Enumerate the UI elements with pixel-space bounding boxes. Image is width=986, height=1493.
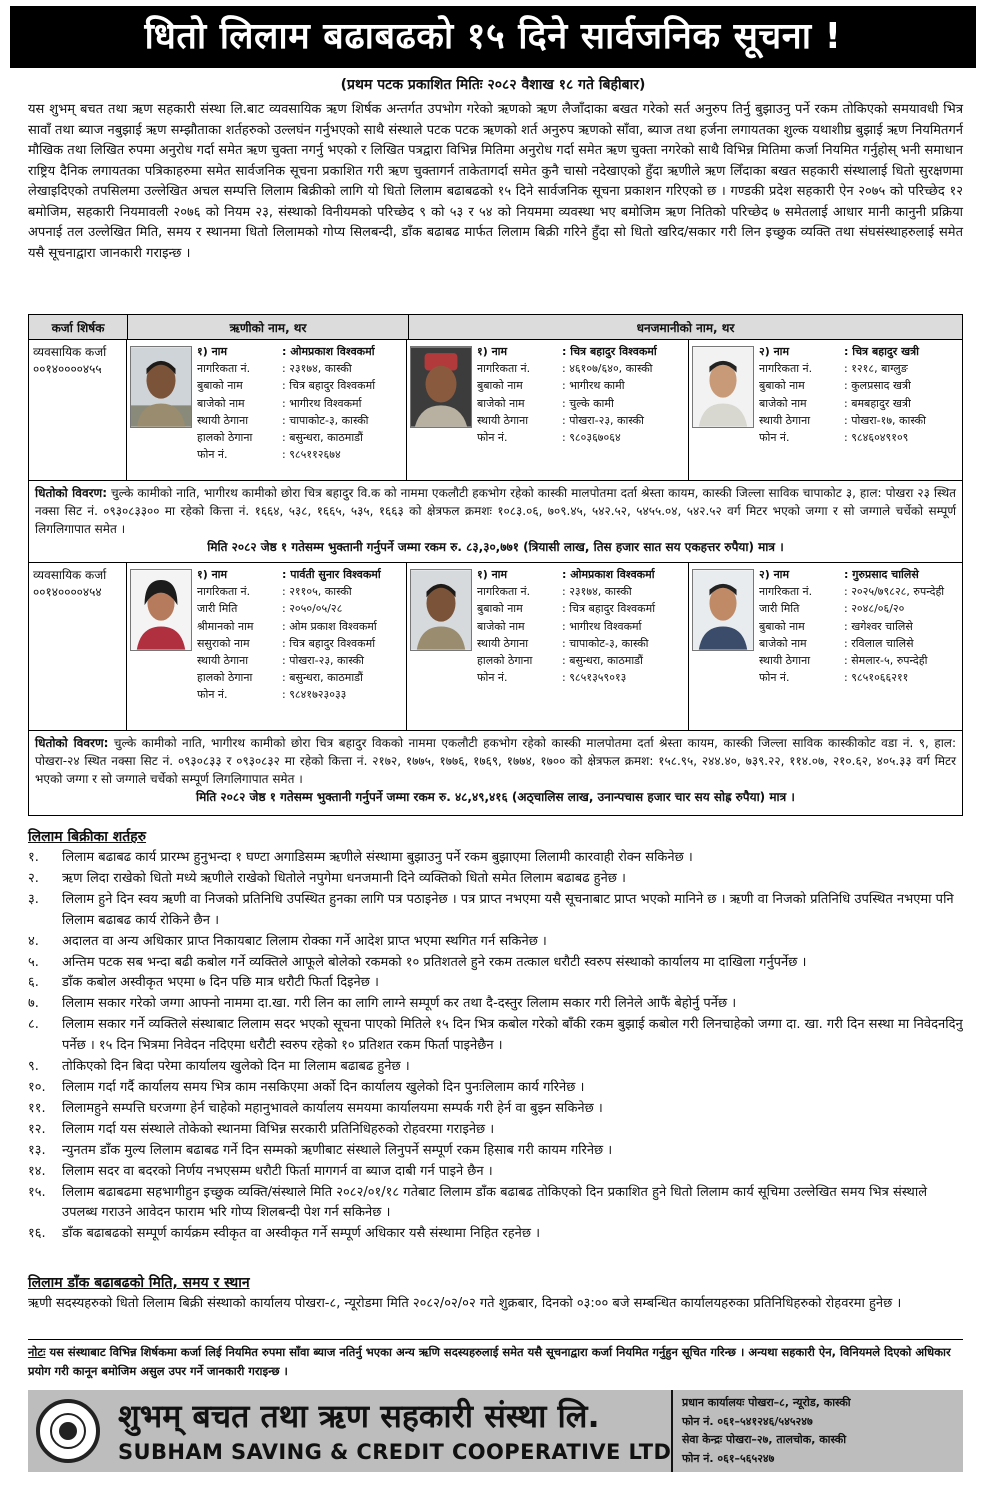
field-label: बुबाको नाम (477, 379, 523, 393)
field-label: फोन नं. (477, 671, 508, 685)
table-row (29, 340, 962, 481)
field-label: १) नाम (477, 568, 508, 581)
person-field-row (477, 583, 685, 600)
org-name-nepali: शुभम् बचत तथा ऋण सहकारी संस्था लि. (118, 1397, 600, 1435)
list-item (28, 1057, 963, 1078)
field-label: स्थायी ठेगाना (197, 413, 249, 427)
service-center-phone: फोन नं. ०६१–५६५२४७ (682, 1451, 775, 1465)
field-label: फोन नं. (759, 431, 790, 445)
field-value: : ओमप्रकाश विश्वकर्मा (562, 568, 655, 581)
list-item (28, 848, 963, 869)
item-number: १६. (28, 1226, 46, 1242)
person-name-row (477, 566, 685, 583)
field-value: : ९८४१७२३०३३ (282, 688, 347, 702)
field-label: बुबाको नाम (759, 619, 805, 633)
field-value: : ओम प्रकाश विश्वकर्मा (282, 619, 377, 633)
collateral-label: धितोको विवरण: (35, 486, 107, 500)
field-value: : खगेश्वर चालिसे (844, 619, 913, 633)
item-text: लिलाम हुने दिन स्वय ऋणी वा निजको प्रतिनिधि उपस्थित हुनका लागि पत्र पठाइनेछ । पत्र प्राप्त नभएमा यसै सूचनाबाट प्राप्त भएको मानिने छ । ऋणी वा निजको प्रतिनिधि उपस्थित नभएमा पनि लिलाम बढाबढ कार्य रोकिने छैन । (62, 891, 954, 928)
field-value: : चापाकोट-३, कास्की (562, 636, 649, 650)
person-field-row (197, 686, 403, 703)
field-label: स्थायी ठेगाना (759, 654, 811, 668)
person-info (197, 343, 403, 477)
person-field-row (759, 583, 959, 600)
field-label: फोन नं. (197, 688, 228, 702)
field-label: स्थायी ठेगाना (759, 413, 811, 427)
field-label: १) नाम (197, 345, 228, 358)
collateral-text: चुल्के कामीको नाति, भागीरथ कामीको छोरा चित्र बहादुर विकको नाममा एकलौटी हकभोग रहेको कास्की मालपोतमा दर्ता श्रेस्ता कायम, कास्की जिल्ला साविक कास्कीकोट वडा नं. ९, हाल: पोखरा-२४ स्थित नक्सा सिट नं. ०९३०८३३ र ०९३०८३२ मा रहेको कित्ता नं. २१७२, १७७५, १७७६, १७६९, १७७४, १७०० को क्षेत्रफल क्रमश: १५८.९५, २४४.४०, ७३९.२२, ११४.०७, २१०.६२, ४०५.३३ वर्ग मिटर भएको जग्गा र सो जग्गाले चर्चेको सम्पूर्ण लिगलिगापात समेत । (35, 736, 956, 786)
item-text: लिलाम बढाबढमा सहभागीहुन इच्छुक व्यक्ति/संस्थाले मिति २०८२/०१/१८ गतेबाट लिलाम डाँक बढाबढ तोकिएको दिन प्रकाशित हुने धितो लिलाम कार्य सूचिमा उल्लेखित समय भित्र संस्थाले उपलब्ध गराउने आवेदन फाराम भरि गोप्य शिलबन्दी पेश गर्न सकिनेछ । (62, 1184, 928, 1221)
borrower-cell (127, 340, 407, 480)
field-label: स्थायी ठेगाना (477, 636, 529, 650)
person-info (197, 566, 403, 727)
loan-type: व्यवसायिक कर्जा (33, 345, 107, 359)
item-text: तोकिएको दिन बिदा परेमा कार्यालय खुलेको दिन मा लिलाम बढाबढ हुनेछ । (62, 1059, 410, 1075)
field-value: : गुरुप्रसाद चालिसे (844, 568, 919, 581)
list-item (28, 1224, 963, 1245)
item-number: २. (28, 870, 39, 886)
person-info (759, 566, 959, 727)
header-borrower: ऋणीको नाम, थर (128, 315, 409, 339)
field-value: : भागीरथ विश्वकर्मा (282, 396, 362, 410)
person-field-row (197, 635, 403, 652)
person-field-row (477, 652, 685, 669)
person-field-row (759, 377, 959, 394)
guarantor-photo (410, 346, 472, 428)
person-field-row (759, 635, 959, 652)
field-value: : ९८५१३५९०१३ (562, 671, 627, 685)
person-field-row (197, 600, 403, 617)
field-label: हालको ठेगाना (477, 654, 533, 668)
person-field-row (197, 395, 403, 412)
person-field-row (477, 429, 685, 446)
guarantor-cell (407, 340, 689, 480)
note-text: यस संस्थाबाट विभिन्न शिर्षकमा कर्जा लिई नियमित रुपमा साँवा ब्याज नतिर्नु भएका अन्य ऋणि सदस्यहरुलाई समेत यसै सूचनाद्वारा कर्जा नियमित गर्नुहुन सूचित गरिन्छ । अन्यथा सहकारी ऐन, विनियमले दिएको अधिकार प्रयोग गरी कानून बमोजिम असुल उपर गर्ने जानकारी गराइन्छ । (28, 1345, 951, 1378)
field-value: : कुलप्रसाद खत्री (844, 379, 911, 393)
list-item (28, 1141, 963, 1162)
field-value: : पार्वती सुनार विश्वकर्मा (282, 568, 381, 581)
person-name-row (477, 343, 685, 360)
field-label: फोन नं. (477, 431, 508, 445)
guarantor-cell (407, 563, 689, 730)
field-value: : २०५०/०५/२८ (282, 602, 343, 616)
guarantor-cell (689, 563, 962, 730)
field-value: : सेमलार-५, रुपन्देही (844, 654, 928, 668)
loan-cell (29, 563, 127, 730)
guarantor-cell (689, 340, 962, 480)
item-number: ५. (28, 954, 39, 970)
list-item (28, 1120, 963, 1141)
publication-date: (प्रथम पटक प्रकाशित मितिः २०८२ वैशाख १८ गते बिहीबार) (340, 77, 646, 93)
field-value: : २०२५/७९८२८, रुपन्देही (844, 585, 945, 599)
person-field-row (759, 395, 959, 412)
person-field-row (477, 618, 685, 635)
field-label: बाजेको नाम (477, 619, 525, 633)
list-item (28, 932, 963, 953)
list-item (28, 869, 963, 890)
field-label: नागरिकता नं. (197, 362, 251, 376)
total-amount: मिति २०८२ जेष्ठ १ गतेसम्म भुक्तानी गर्नुपर्ने जम्मा रकम रु. ८३,३०,७७१ (त्रियासी लाख, तिस हजार सात सय एकहत्तर रुपैया) मात्र । (207, 540, 784, 554)
collateral-label: धितोको विवरण: (35, 736, 109, 750)
field-label: फोन नं. (197, 448, 228, 462)
item-number: १५. (28, 1184, 46, 1200)
person-field-row (759, 669, 959, 686)
field-value: : चित्र बहादुर विश्वकर्मा (562, 602, 656, 616)
head-office-phone: फोन नं. ०६१–५४१२४६/५४५२४७ (682, 1414, 813, 1428)
field-value: : पोखरा-१७, कास्की (844, 413, 926, 427)
field-value: : चित्र बहादुर खत्री (844, 345, 920, 358)
loan-number: ००१४००००४५४ (33, 585, 102, 599)
field-value: : बमबहादुर खत्री (844, 396, 911, 410)
notice-title: धितो लिलाम बढाबढको १५ दिने सार्वजनिक सूचना ! (10, 6, 976, 68)
item-number: ९. (28, 1059, 39, 1075)
field-label: बुबाको नाम (759, 379, 805, 393)
person-field-row (477, 395, 685, 412)
collateral-text: चुल्के कामीको नाति, भागीरथ कामीको छोरा चित्र बहादुर वि.क को नाममा एकलौटी हकभोग रहेको कास्की मालपोतमा दर्ता श्रेस्ता कायम, कास्की जिल्ला साविक चापाकोट ३, हाल: पोखरा २३ स्थित नक्सा सिट नं. ०९३०८३३०० मा रहेको कित्ता नं. १६६४, ५३८, १६६५, ५३५, १६६३ को क्षेत्रफल क्रमशः १०८३.०६, ७०९.४५, ५४२.५२, ५४५५.०४, ५४२.५२ वर्ग मिटर भएको जग्गा र सो जग्गाले चर्चेको सम्पूर्ण लिगलिगापात समेत । (35, 486, 956, 536)
collateral-detail (29, 731, 962, 815)
person-field-row (197, 669, 403, 686)
person-field-row (759, 652, 959, 669)
field-label: बुबाको नाम (197, 379, 243, 393)
auction-table (28, 314, 963, 816)
person-field-row (477, 377, 685, 394)
person-info (477, 566, 685, 727)
borrower-photo (130, 569, 192, 651)
person-field-row (477, 635, 685, 652)
item-text: लिलाम सदर वा बदरको निर्णय नभएसम्म धरौटी फिर्ता मागगर्न वा ब्याज दाबी गर्न पाइने छैन । (62, 1163, 493, 1179)
schedule-text: ऋणी सदस्यहरुको धितो लिलाम बिक्री संस्थाको कार्यालय पोखरा-८, न्यूरोडमा मिति २०८२/०२/०२ गते शुक्रबार, दिनको ०३:०० बजे सम्बन्धित कार्यालयहरुका प्रतिनिधिहरुको रोहवरमा हुनेछ । (28, 1296, 902, 1311)
person-field-row (197, 429, 403, 446)
item-number: १२. (28, 1121, 46, 1137)
item-text: लिलाम सकार गर्ने व्यक्तिले संस्थाबाट लिलाम सदर भएको सूचना पाएको मितिले १५ दिन भित्र कबोल गरेको बाँकी रकम बुझाई कबोल गरी लिनचाहेको जग्गा दा. खा. गरी दिन सस्था मा निवेदनदिनु पर्नेछ । १५ दिन भित्रमा निवेदन नदिएमा धरौटी स्वरुप रहेको १० प्रतिशत रकम फिर्ता पाइनेछैन । (62, 1017, 963, 1054)
field-value: : ९८५११२६७४ (282, 448, 341, 462)
field-label: २) नाम (759, 568, 790, 581)
field-label: नागरिकता नं. (197, 585, 251, 599)
field-label: श्रीमानको नाम (197, 619, 254, 633)
list-item (28, 1078, 963, 1099)
guarantor-photo (692, 569, 754, 651)
field-value: : ४६१०७/६४०, कास्की (562, 362, 653, 376)
field-label: नागरिकता नं. (759, 585, 813, 599)
cooperative-seal-logo (36, 1399, 100, 1463)
field-value: : ९८४६०४९१०९ (844, 431, 909, 445)
field-value: : ९८५१०६६२११ (844, 671, 909, 685)
total-amount: मिति २०८२ जेष्ठ १ गतेसम्म भुक्तानी गर्नुपर्ने जम्मा रकम रु. ४८,४९,४१६ (अठ्चालिस लाख, उनान्पचास हजार चार सय सोह्र रुपैया) मात्र । (196, 790, 795, 804)
field-value: : चित्र बहादुर विश्वकर्मा (282, 379, 376, 393)
footer-banner (28, 1390, 963, 1472)
field-label: बुबाको नाम (477, 602, 523, 616)
divider (28, 1339, 963, 1340)
field-label: बाजेको नाम (759, 636, 807, 650)
field-label: हालको ठेगाना (197, 671, 253, 685)
person-field-row (759, 360, 959, 377)
field-value: : बसुन्धरा, काठमाडौं (282, 431, 363, 445)
intro-paragraph: यस शुभम् बचत तथा ऋण सहकारी संस्था लि.बाट व्यवसायिक ऋण शिर्षक अन्तर्गत उपभोग गरेको ऋणको ऋण लैजाँदाका बखत गरेको सर्त अनुरुप तिर्नु बुझाउनु पर्ने रकम तोकिएको समयावधी भित्र सावाँ तथा ब्याज नबुझाई ऋण सम्झौताका शर्तहरुको उल्लघंन गर्नुभएको साथै संस्थाले पटक पटक ऋणको शर्त अनुरुप ऋणको साँवा, ब्याज तथा हर्जना लगायतका शुल्क यथाशीघ्र बुझाई ऋण नियमितगर्न मौखिक तथा लिखित रुपमा अनुरोध गर्दा समेत ऋण चुक्ता नगर्नु भएको र लिखित पत्रद्वारा विभिन्न मितिमा अनुरोध गर्दा समेत ऋण चुक्ता नगरेको साथै विभिन्न मितिमा कर्जा नियमित गर्नुहोस् भनी समाधान राष्ट्रिय दैनिक लगायतका पत्रिकाहरुमा समेत सार्वजनिक सूचना प्रकाशित गरी ऋण चुक्तागर्न ताकेतागर्दा समेत कुनै चासो नदेखाएको हुँदा ऋणीले ऋण लिँदाका बखत सहकारी संस्थालाई धितो सुरक्षणमा लेखाइदिएको तपसिलमा उल्लेखित अचल सम्पत्ति लिलाम बिक्रीको लागि यो धितो लिलाम बढाबढको १५ दिने सार्वजनिक सूचना प्रकाशन गरिएको छ । गण्डकी प्रदेश सहकारी ऐन २०७५ को परिच्छेद १२ बमोजिम, सहकारी नियमावली २०७६ को नियम २३, संस्थाको विनीयमको परिच्छेद ९ को ५३ र ५४ को नियममा व्यवस्था भए बमोजिम ऋण नितिको परिच्छेद ७ समेतलाई आधार मानी कानुनी प्रक्रिया अपनाई तल उल्लेखित मिति, समय र स्थानमा धितो लिलामको गोप्य सिलबन्दी, डाँक बढाबढ मार्फत लिलाम बिक्री गरिने हुँदा सो धितो खरिद/सकार गरी लिन इच्छुक व्यक्ति तथा संघसंस्थाहरुलाई समेत यसै सूचनाद्वारा जानकारी गराइन्छ । (28, 102, 963, 261)
field-value: : चुल्के कामी (562, 396, 614, 410)
service-center: सेवा केन्द्रः पोखरा–२७, तालचोक, कास्की (682, 1433, 847, 1446)
field-value: : चापाकोट-३, कास्की (282, 413, 369, 427)
field-value: : १२१८, बाग्लुङ (844, 362, 908, 376)
field-label: स्थायी ठेगाना (197, 654, 249, 668)
item-text: डाँक बढाबढको सम्पूर्ण कार्यक्रम स्वीकृत वा अस्वीकृत गर्ने सम्पूर्ण अधिकार यसै संस्थामा निहित रहनेछ । (62, 1226, 541, 1242)
person-name-row (759, 343, 959, 360)
list-item (28, 994, 963, 1015)
item-number: ११. (28, 1100, 46, 1116)
conditions-list (28, 848, 963, 1245)
list-item (28, 973, 963, 994)
person-field-row (759, 429, 959, 446)
note-label: नोटः (28, 1345, 46, 1359)
item-text: डाँक कबोल अस्वीकृत भएमा ७ दिन पछि मात्र धरौटी फिर्ता दिइनेछ । (62, 975, 379, 991)
head-office: प्रधान कार्यालयः पोखरा–८, न्यूरोड, कास्की (682, 1396, 851, 1409)
field-label: नागरिकता नं. (477, 585, 531, 599)
field-label: १) नाम (197, 568, 228, 581)
item-number: ७. (28, 996, 39, 1012)
list-item (28, 890, 963, 932)
person-name-row (759, 566, 959, 583)
field-label: स्थायी ठेगाना (477, 413, 529, 427)
field-label: नागरिकता नं. (477, 362, 531, 376)
header-loan-type: कर्जा शिर्षक (29, 315, 128, 339)
person-info (477, 343, 685, 477)
field-label: जारी मिति (197, 602, 238, 616)
field-value: : चित्र बहादुर विश्वकर्मा (562, 345, 657, 358)
field-label: बाजेको नाम (197, 396, 245, 410)
item-text: लिलाम बढाबढ कार्य प्रारम्भ हुनुभन्दा १ घण्टा अगाडिसम्म ऋणीले संस्थामा बुझाउनु पर्ने रकम बुझाएमा लिलामी कारवाही रोक्न सकिनेछ । (62, 850, 693, 865)
person-field-row (759, 600, 959, 617)
item-text: ऋण लिदा राखेको धितो मध्ये ऋणीले राखेको धितोले नपुगेमा धनजमानी दिने व्यक्तिको धितो समेत लिलाम बढाबढ हुनेछ । (62, 870, 626, 886)
field-label: बाजेको नाम (759, 396, 807, 410)
person-field-row (197, 652, 403, 669)
item-text: लिलामहुने सम्पत्ति घरजग्गा हेर्न चाहेको महानुभावले कार्यालय समयमा कार्यालयमा सम्पर्क गरी हेर्न वा बुझ्न सकिनेछ । (62, 1100, 603, 1116)
field-label: ससुराको नाम (197, 636, 250, 650)
list-item (28, 1162, 963, 1183)
person-field-row (197, 377, 403, 394)
field-value: : बसुन्धरा, काठमाडौं (562, 654, 643, 668)
borrower-cell (127, 563, 407, 730)
collateral-detail (29, 481, 962, 563)
person-field-row (477, 412, 685, 429)
person-field-row (759, 412, 959, 429)
item-number: ८. (28, 1017, 39, 1033)
item-text: लिलाम गर्दा यस संस्थाले तोकेको स्थानमा विभिन्न सरकारी प्रतिनिधिहरुको रोहवरमा गराइनेछ । (62, 1121, 495, 1137)
field-value: : २११०५, कास्की (282, 585, 352, 599)
item-text: अन्तिम पटक सब भन्दा बढी कबोल गर्ने व्यक्तिले आफूले बोलेको रकमको १० प्रतिशतले हुने रकम तत्काल धरौटी स्वरुप संस्थाको कार्यालय मा दाखिला गर्नुपर्नेछ । (62, 954, 807, 970)
person-field-row (197, 583, 403, 600)
person-name-row (197, 566, 403, 583)
field-label: १) नाम (477, 345, 508, 358)
field-value: : ओमप्रकाश विश्वकर्मा (282, 345, 375, 358)
item-number: १. (28, 850, 39, 865)
person-field-row (197, 412, 403, 429)
table-row (29, 563, 962, 731)
person-name-row (197, 343, 403, 360)
contact-info (671, 1390, 963, 1472)
person-field-row (477, 600, 685, 617)
person-field-row (197, 360, 403, 377)
list-item (28, 1015, 963, 1057)
field-value: : २०४८/०६/२० (844, 602, 905, 616)
field-value: : बसुन्धरा, काठमाडौं (282, 671, 363, 685)
person-field-row (759, 618, 959, 635)
item-text: न्युनतम डाँक मुल्य लिलाम बढाबढ गर्ने दिन सम्मको ऋणीबाट संस्थाले लिनुपर्ने सम्पूर्ण रकम हिसाब गरी कायम गरिनेछ । (62, 1142, 613, 1158)
item-text: अदालत वा अन्य अधिकार प्राप्त निकायबाट लिलाम रोक्का गर्ने आदेश प्राप्त भएमा स्थगित गर्न सकिनेछ । (62, 933, 547, 949)
header-guarantor: धनजमानीको नाम, थर (636, 320, 735, 335)
field-label: २) नाम (759, 345, 790, 358)
loan-number: ००१४००००४५५ (33, 362, 102, 376)
field-value: : ९८०३६७०६४ (562, 431, 621, 445)
field-label: हालको ठेगाना (197, 431, 253, 445)
field-value: : भागीरथ कामी (562, 379, 625, 393)
loan-cell (29, 340, 127, 480)
field-value: : चित्र बहादुर विश्वकर्मा (282, 636, 376, 650)
person-info (759, 343, 959, 477)
person-field-row (477, 669, 685, 686)
borrower-photo (130, 346, 192, 428)
item-number: १४. (28, 1163, 46, 1179)
list-item (28, 1183, 963, 1225)
field-label: बाजेको नाम (477, 396, 525, 410)
person-field-row (197, 446, 403, 463)
guarantor-photo (410, 569, 472, 651)
person-field-row (477, 360, 685, 377)
field-value: : २३१७४, कास्की (282, 362, 352, 376)
person-field-row (197, 618, 403, 635)
list-item (28, 953, 963, 974)
item-number: ३. (28, 891, 39, 907)
field-label: नागरिकता नं. (759, 362, 813, 376)
table-header (29, 315, 962, 340)
field-value: : रविलाल चालिसे (844, 636, 914, 650)
note (28, 1343, 963, 1381)
item-number: १०. (28, 1079, 46, 1095)
item-text: लिलाम गर्दा गर्दै कार्यालय समय भित्र काम नसकिएमा अर्को दिन कार्यालय खुलेको दिन पुनःलिलाम कार्य गरिनेछ । (62, 1079, 585, 1095)
field-label: फोन नं. (759, 671, 790, 685)
item-number: ६. (28, 975, 39, 991)
conditions-title: लिलाम बिक्रीका शर्तहरु (28, 829, 147, 845)
loan-type: व्यवसायिक कर्जा (33, 568, 107, 582)
org-name-english: SUBHAM SAVING & CREDIT COOPERATIVE LTD (118, 1440, 672, 1464)
list-item (28, 1099, 963, 1120)
item-text: लिलाम सकार गरेको जग्गा आफ्नो नाममा दा.खा. गरी लिन का लागि लाग्ने सम्पूर्ण कर तथा दै-दस्तुर लिलाम सकार गरी लिनेले आफैं बेहोर्नु पर्नेछ । (62, 996, 737, 1012)
field-value: : पोखरा-२३, कास्की (282, 654, 364, 668)
item-number: ४. (28, 933, 39, 949)
field-value: : भागीरथ विश्वकर्मा (562, 619, 642, 633)
guarantor-photo (692, 346, 754, 428)
item-number: १३. (28, 1142, 46, 1158)
field-value: : पोखरा-२३, कास्की (562, 413, 644, 427)
schedule-title: लिलाम डाँक बढाबढको मिति, समय र स्थान (28, 1275, 250, 1291)
field-label: जारी मिति (759, 602, 800, 616)
field-value: : २३१७४, कास्की (562, 585, 632, 599)
